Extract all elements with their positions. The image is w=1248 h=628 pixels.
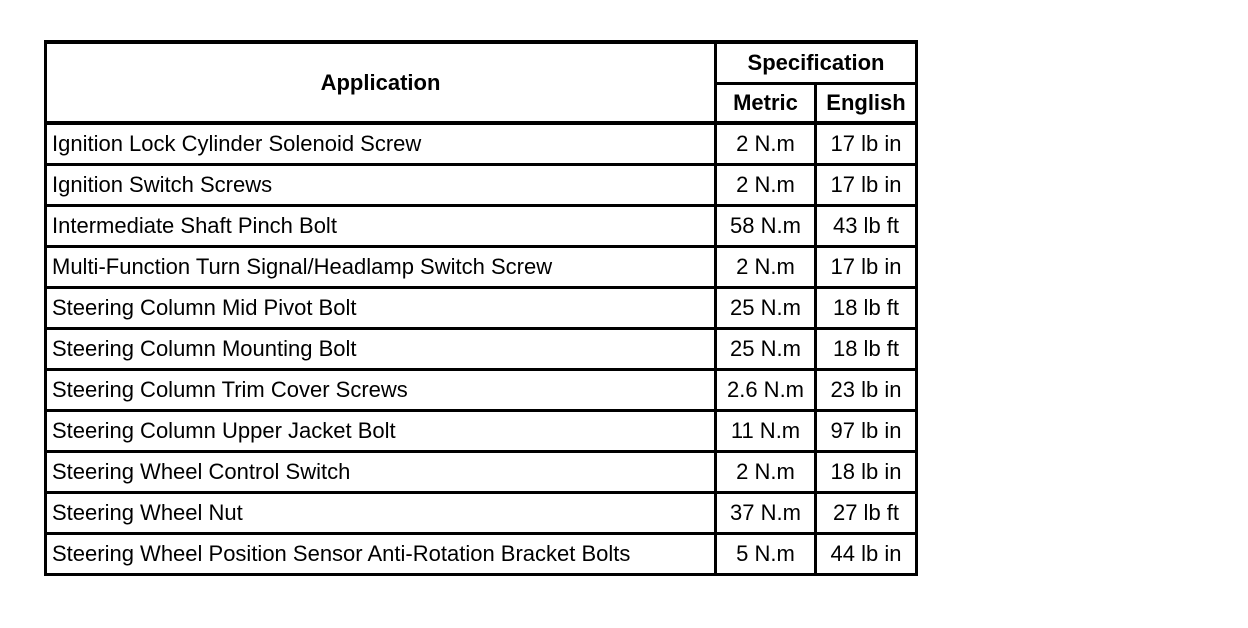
- cell-metric: 2 N.m: [717, 166, 817, 207]
- cell-english: 17 lb in: [817, 248, 918, 289]
- table-row: [47, 371, 918, 412]
- header-english: English: [817, 85, 918, 125]
- cell-metric: 37 N.m: [717, 494, 817, 535]
- table-row: [47, 248, 918, 289]
- cell-english: 27 lb ft: [817, 494, 918, 535]
- cell-application: Steering Wheel Position Sensor Anti-Rotation Bracket Bolts: [47, 535, 717, 576]
- cell-metric: 2.6 N.m: [717, 371, 817, 412]
- cell-application: Steering Column Upper Jacket Bolt: [47, 412, 717, 453]
- cell-metric: 25 N.m: [717, 289, 817, 330]
- cell-application: Ignition Lock Cylinder Solenoid Screw: [47, 125, 717, 166]
- table-row: [47, 207, 918, 248]
- table-row: [47, 535, 918, 576]
- header-specification: Specification: [717, 44, 918, 85]
- cell-english: 17 lb in: [817, 166, 918, 207]
- table-row: [47, 494, 918, 535]
- cell-metric: 25 N.m: [717, 330, 817, 371]
- header-row-1: [47, 44, 918, 85]
- cell-application: Steering Wheel Control Switch: [47, 453, 717, 494]
- cell-application: Steering Column Mid Pivot Bolt: [47, 289, 717, 330]
- cell-english: 97 lb in: [817, 412, 918, 453]
- cell-metric: 2 N.m: [717, 125, 817, 166]
- cell-metric: 2 N.m: [717, 248, 817, 289]
- cell-english: 18 lb ft: [817, 289, 918, 330]
- table-row: [47, 412, 918, 453]
- cell-english: 18 lb ft: [817, 330, 918, 371]
- cell-english: 43 lb ft: [817, 207, 918, 248]
- table-row: [47, 166, 918, 207]
- cell-english: 17 lb in: [817, 125, 918, 166]
- cell-application: Ignition Switch Screws: [47, 166, 717, 207]
- cell-metric: 5 N.m: [717, 535, 817, 576]
- cell-english: 18 lb in: [817, 453, 918, 494]
- cell-application: Intermediate Shaft Pinch Bolt: [47, 207, 717, 248]
- cell-metric: 2 N.m: [717, 453, 817, 494]
- table-row: [47, 330, 918, 371]
- table-row: [47, 453, 918, 494]
- table-row: [47, 289, 918, 330]
- cell-metric: 58 N.m: [717, 207, 817, 248]
- cell-english: 44 lb in: [817, 535, 918, 576]
- cell-application: Steering Column Trim Cover Screws: [47, 371, 717, 412]
- cell-metric: 11 N.m: [717, 412, 817, 453]
- table-row: [47, 125, 918, 166]
- header-metric: Metric: [717, 85, 817, 125]
- cell-application: Steering Wheel Nut: [47, 494, 717, 535]
- cell-english: 23 lb in: [817, 371, 918, 412]
- torque-spec-table: [44, 40, 918, 576]
- header-application: Application: [47, 44, 717, 125]
- cell-application: Steering Column Mounting Bolt: [47, 330, 717, 371]
- cell-application: Multi-Function Turn Signal/Headlamp Switch Screw: [47, 248, 717, 289]
